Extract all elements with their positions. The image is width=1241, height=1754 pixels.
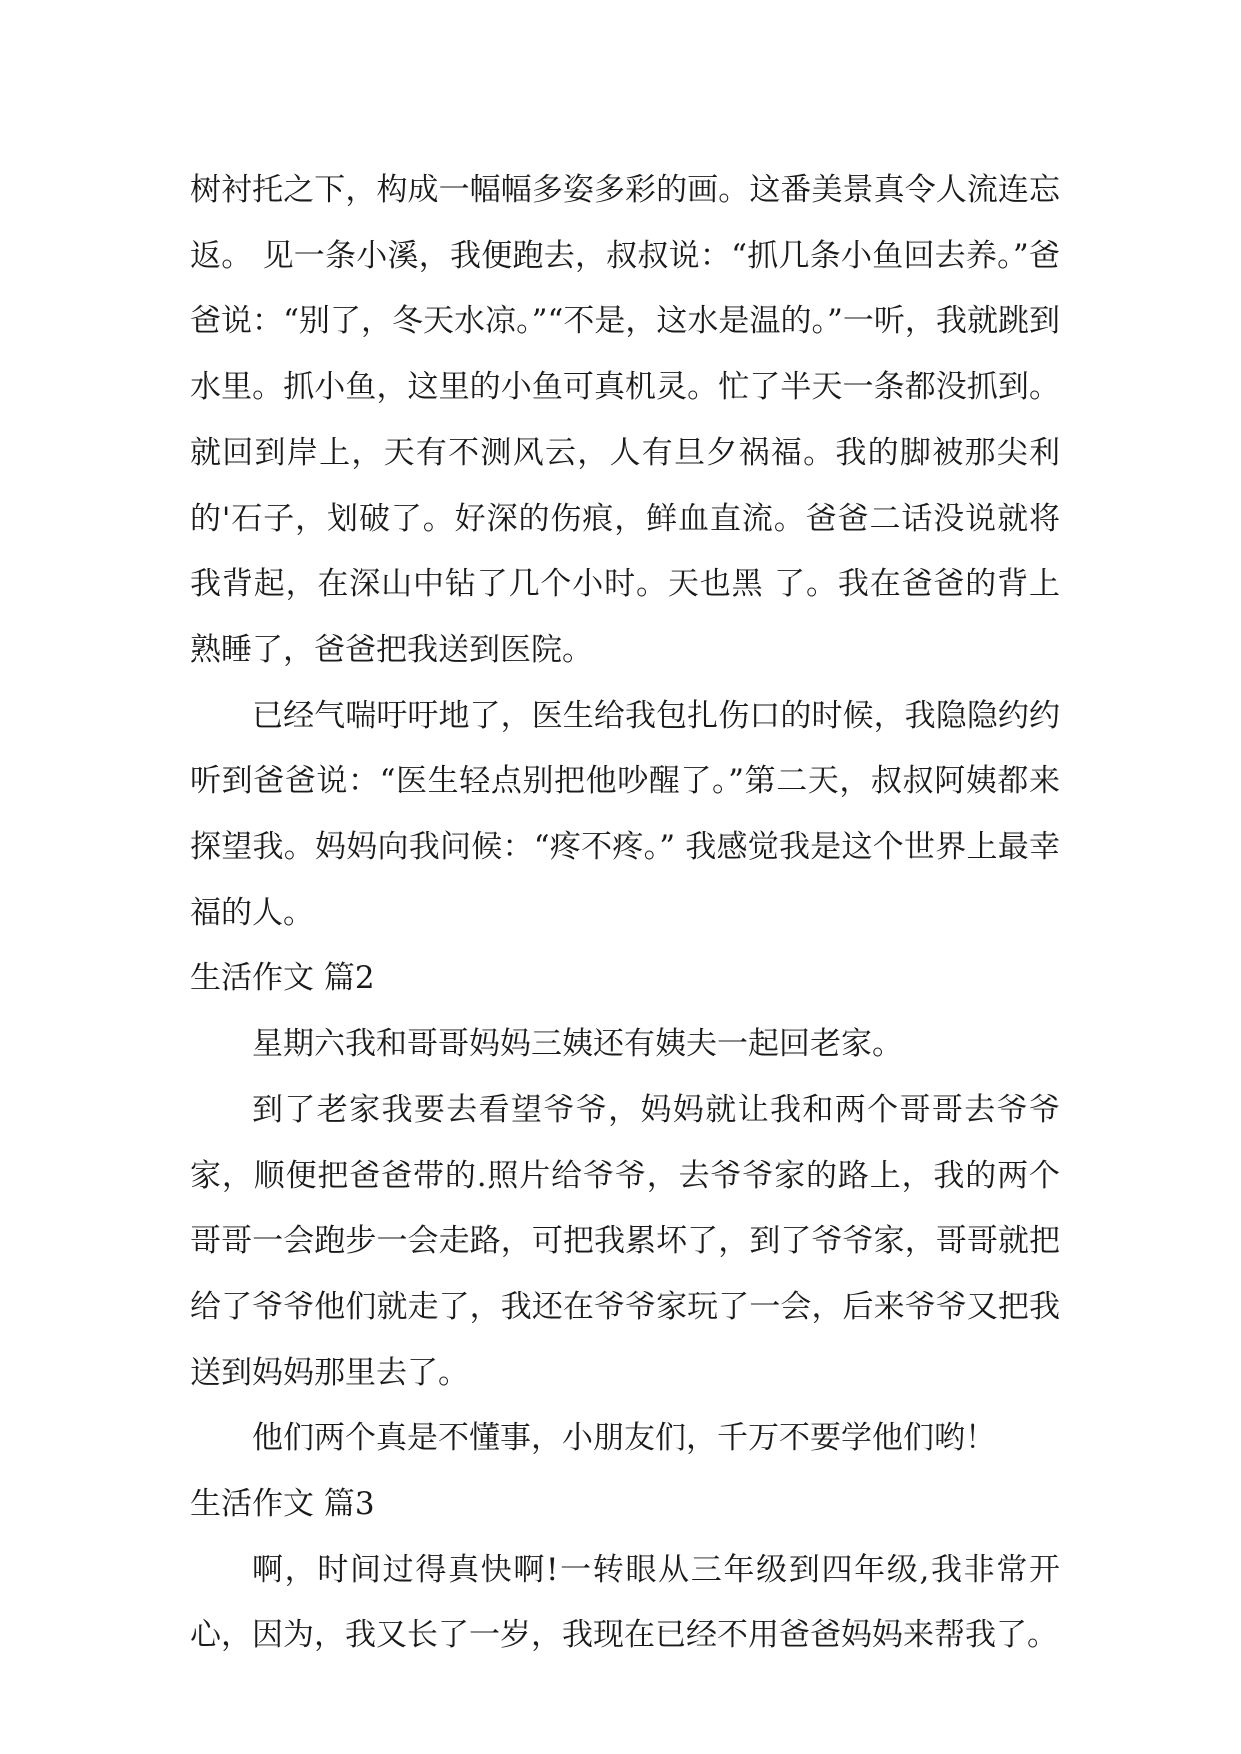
section-heading: 生活作文 篇3 (190, 1486, 375, 1523)
paragraph: 他们两个真是不懂事，小朋友们，千万不要学他们哟！ (252, 1420, 996, 1457)
paragraph: 啊，时间过得真快啊!一转眼从三年级到四年级,我非常开心，因为，我又长了一岁，我现在已经不用爸爸妈妈来帮我了。 (190, 1551, 1060, 1654)
paragraph: 到了老家我要去看望爷爷，妈妈就让我和两个哥哥去爷爷家，顺便把爸爸带的.照片给爷爷，去爷爷家的路上，我的两个哥哥一会跑步一会走路，可把我累坏了，到了爷爷家，哥哥就把给了爷爷他们就走了，我还在爷爷家玩了一会，后来爷爷又把我送到妈妈那里去了。 (190, 1091, 1060, 1391)
section-heading: 生活作文 篇2 (190, 960, 375, 997)
paragraph: 树衬托之下，构成一幅幅多姿多彩的画。这番美景真令人流连忘返。 见一条小溪，我便跑去，叔叔说：“抓几条小鱼回去养。”爸爸说：“别了，冬天水凉。”“不是，这水是温的。”一听，我就跳到水里。抓小鱼，这里的小鱼可真机灵。忙了半天一条都没抓到。就回到岸上，天有不测风云，人有旦夕祸福。我的脚被那尖利的'石子，划破了。好深的伤痕，鲜血直流。爸爸二话没说就将我背起，在深山中钻了几个小时。天也黑 了。我在爸爸的背上熟睡了，爸爸把我送到医院。 (190, 172, 1060, 668)
paragraph: 星期六我和哥哥妈妈三姨还有姨夫一起回老家。 (252, 1026, 903, 1063)
document-page (190, 158, 1060, 1669)
paragraph: 已经气喘吁吁地了，医生给我包扎伤口的时候，我隐隐约约听到爸爸说：“医生轻点别把他吵醒了。”第二天，叔叔阿姨都来探望我。妈妈向我问候：“疼不疼。” 我感觉我是这个世界上最幸福的人。 (190, 697, 1060, 931)
